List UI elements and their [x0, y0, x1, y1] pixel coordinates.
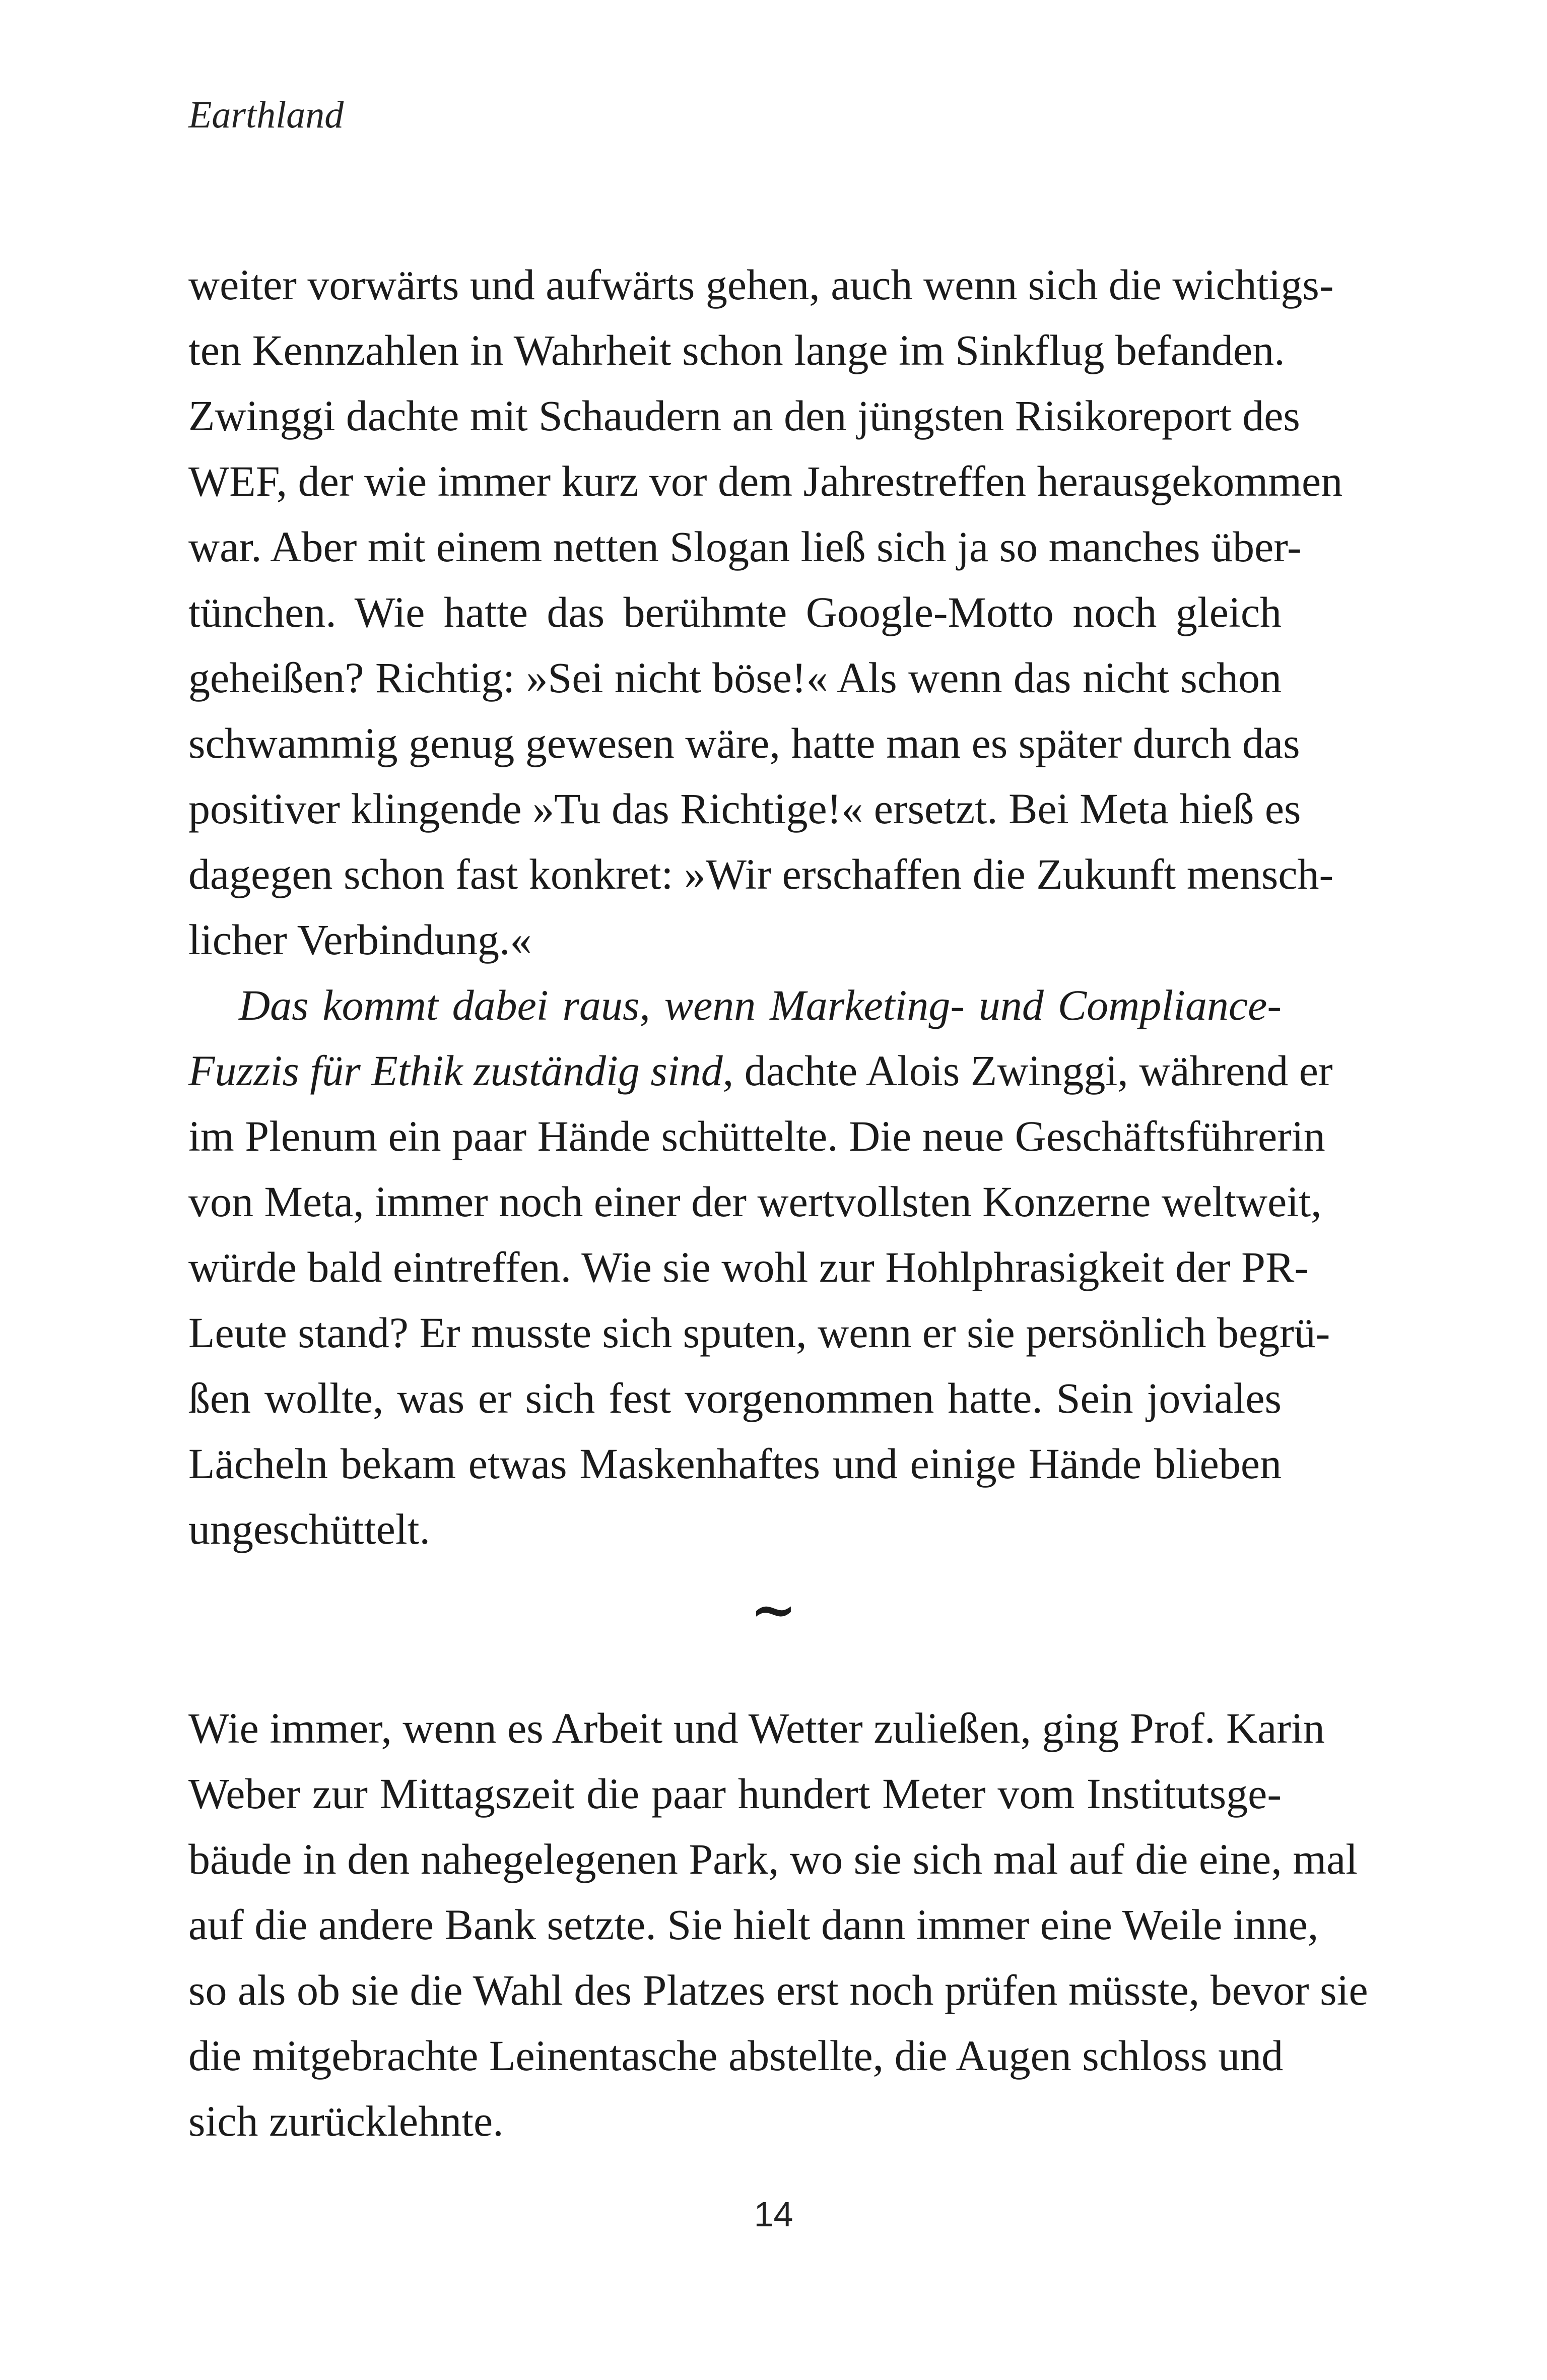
text-line: Wie immer, wenn es Arbeit und Wetter zuließen, ging Prof. Karin [188, 1704, 1325, 1752]
text-line: licher Verbindung.« [188, 915, 532, 964]
text-line: von Meta, immer noch einer der wertvollsten Konzerne weltweit, [188, 1177, 1322, 1226]
text-line: war. Aber mit einem netten Slogan ließ sich ja so manches über- [188, 522, 1302, 571]
text-line: Leute stand? Er musste sich sputen, wenn er sie persönlich begrü- [188, 1308, 1330, 1357]
text-line: so als ob sie die Wahl des Platzes erst noch prüfen müsste, bevor sie [188, 1966, 1368, 2014]
text-line: ten Kennzahlen in Wahrheit schon lange im Sinkflug befanden. [188, 326, 1285, 374]
text-line-mixed [188, 1038, 1333, 1103]
text-line: Zwinggi dachte mit Schaudern an den jüngsten Risikoreport des [188, 391, 1300, 440]
text-line: Lächeln bekam etwas Maskenhaftes und einige Hände blieben [188, 1439, 1282, 1488]
text-line: positiver klingende »Tu das Richtige!« ersetzt. Bei Meta hieß es [188, 784, 1301, 833]
text-line: sich zurücklehnte. [188, 2097, 504, 2145]
text-line: weiter vorwärts und aufwärts gehen, auch wenn sich die wichtigs- [188, 260, 1334, 309]
page-number: 14 [754, 2195, 793, 2234]
text-fragment: , dachte Alois Zwinggi, während er [722, 1046, 1333, 1095]
section-break-ornament: ~ [750, 1577, 797, 1642]
text-line: im Plenum ein paar Hände schüttelte. Die neue Geschäftsführerin [188, 1112, 1325, 1160]
text-line: geheißen? Richtig: »Sei nicht böse!« Als wenn das nicht schon [188, 653, 1282, 702]
italic-phrase: Fuzzis für Ethik zuständig sind [188, 1046, 723, 1095]
body-text-bottom [188, 1695, 1368, 2154]
text-line: dagegen schon fast konkret: »Wir erschaffen die Zukunft mensch- [188, 850, 1334, 898]
text-line: WEF, der wie immer kurz vor dem Jahrestreffen herausgekommen [188, 457, 1343, 505]
running-head: Earthland [188, 94, 344, 136]
text-line: tünchen. Wie hatte das berühmte Google-Motto noch gleich [188, 588, 1282, 636]
text-line: Weber zur Mittagszeit die paar hundert Meter vom Institutsge- [188, 1769, 1282, 1818]
text-line: die mitgebrachte Leinentasche abstellte, die Augen schloss und [188, 2031, 1284, 2080]
text-line: würde bald eintreffen. Wie sie wohl zur Hohlphrasigkeit der PR- [188, 1243, 1309, 1291]
text-line-italic: Das kommt dabei raus, wenn Marketing- und Compliance- [239, 981, 1282, 1029]
text-line: ßen wollte, was er sich fest vorgenommen hatte. Sein joviales [188, 1374, 1282, 1422]
text-line: bäude in den nahegelegenen Park, wo sie sich mal auf die eine, mal [188, 1835, 1358, 1883]
text-line: auf die andere Bank setzte. Sie hielt dann immer eine Weile inne, [188, 1900, 1319, 1949]
body-text-top [188, 252, 1343, 1562]
text-line: ungeschüttelt. [188, 1505, 431, 1553]
text-line: schwammig genug gewesen wäre, hatte man es später durch das [188, 719, 1300, 767]
